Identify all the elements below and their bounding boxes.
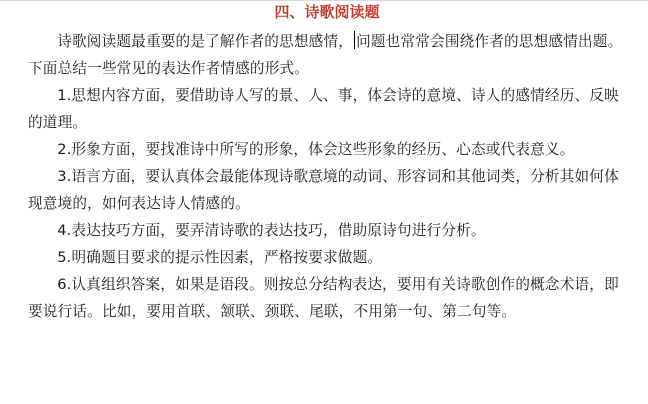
- text-cursor: [354, 31, 355, 49]
- section-title: 四、诗歌阅读题: [274, 3, 380, 21]
- list-item-5: 5.明确题目要求的提示性因素，严格按要求做题。: [57, 249, 383, 266]
- list-item-4: 4.表达技巧方面，要弄清诗歌的表达技巧，借助原诗句进行分析。: [57, 222, 486, 239]
- intro-text-part1: 诗歌阅读题最重要的是了解作者的思想感情，: [57, 33, 354, 50]
- intro-text-part2: 问题也常常会围绕作者的思想感情出题。下面总结一些常见的表达作者情感的形式。: [28, 33, 623, 77]
- list-item-1: 1.思想内容方面，要借助诗人写的景、人、事，体会诗的意境、诗人的感情经历、反映的道理。: [28, 87, 619, 131]
- intro-paragraph: [28, 28, 626, 82]
- list-item-6: 6.认真组织答案，如果是语段。则按总分结构表达，要用有关诗歌创作的概念术语，即要说行话。比如，要用首联、颔联、颈联、尾联，不用第一句、第二句等。: [28, 276, 619, 320]
- list-item-3: 3.语言方面，要认真体会最能体现诗歌意境的动词、形容词和其他词类，分析其如何体现意境的，如何表达诗人情感的。: [28, 168, 619, 212]
- list-item-2: 2.形象方面，要找准诗中所写的形象，体会这些形象的经历、心态或代表意义。: [57, 141, 575, 158]
